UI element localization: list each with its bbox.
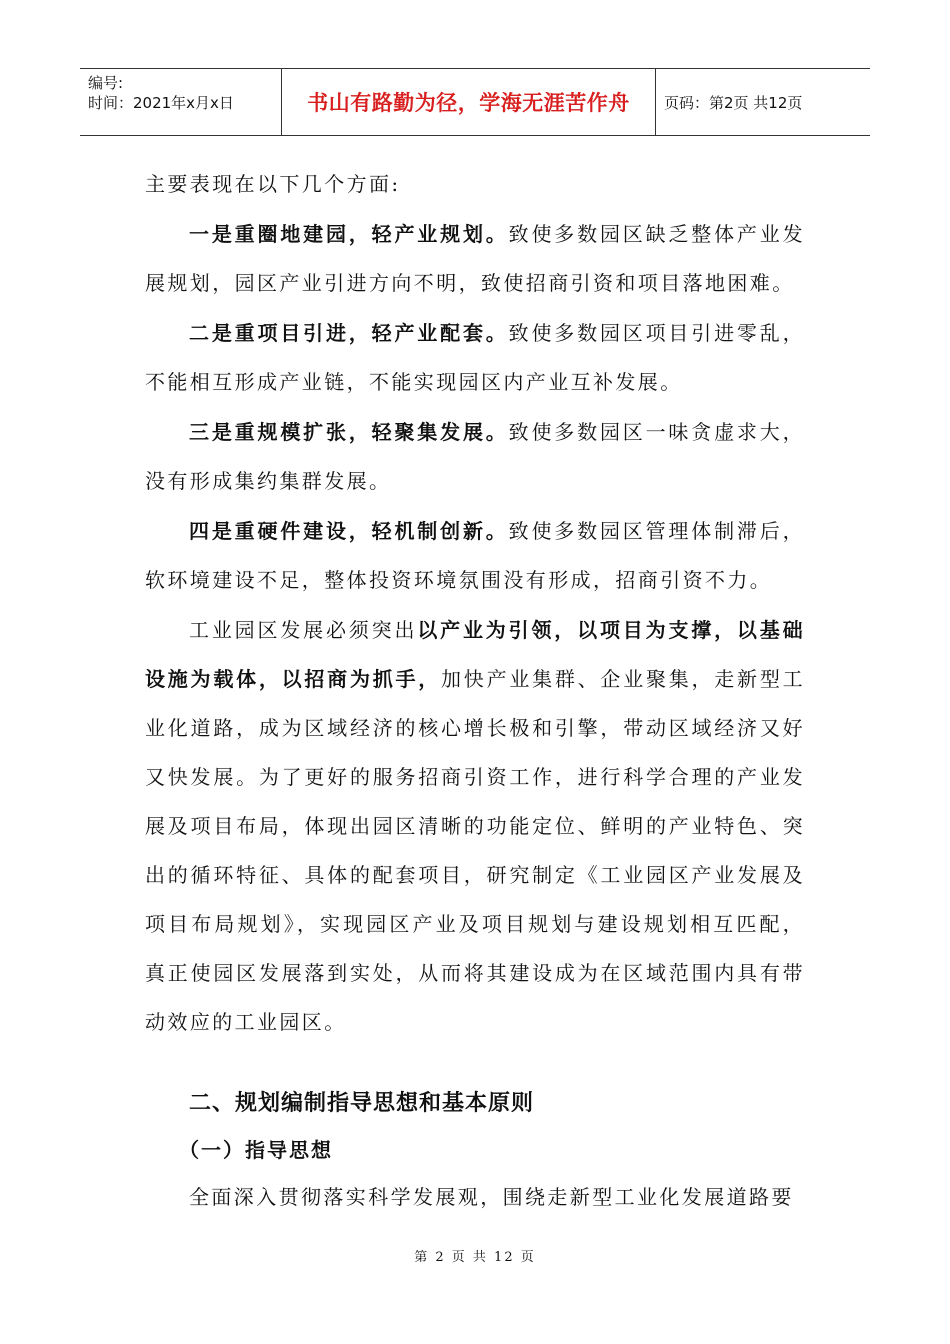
subsection-title: （一）指导思想	[179, 1138, 333, 1162]
paragraph-point-3	[145, 408, 805, 506]
paragraph-development	[145, 606, 805, 1047]
page-footer: 第 2 页 共 12 页	[414, 1250, 536, 1265]
paragraph-point-2	[145, 309, 805, 407]
point-4-heading: 四是重硬件建设，轻机制创新。	[189, 519, 509, 543]
point-3-heading: 三是重规模扩张，轻聚集发展。	[189, 420, 509, 444]
page-header	[80, 68, 870, 136]
point-1-text: 致使多数园区缺乏整体产业发展规划，园区产业引进方向不明，致使招商引资和项目落地困难。	[145, 222, 805, 295]
point-4-text: 致使多数园区管理体制滞后，软环境建设不足，整体投资环境氛围没有形成，招商引资不力。	[145, 519, 805, 592]
paragraph-guiding-ideology: 全面深入贯彻落实科学发展观，围绕走新型工业化发展道路要	[189, 1185, 794, 1209]
paragraph-intro: 主要表现在以下几个方面:	[145, 172, 401, 196]
document-time-label: 时间：2021年x月x日	[88, 94, 234, 112]
document-body	[145, 160, 805, 1222]
development-text: 加快产业集群、企业聚集，走新型工业化道路，成为区域经济的核心增长极和引擎，带动区域经济又好又快发展。为了更好的服务招商引资工作，进行科学合理的产业发展及项目布局，体现出园区清晰的功能定位、鲜明的产业特色、突出的循环特征、具体的配套项目，研究制定《工业园区产业发展及项目布局规划》，实现园区产业及项目规划与建设规划相互匹配，真正使园区发展落到实处，从而将其建设成为在区域范围内具有带动效应的工业园区。	[145, 667, 805, 1034]
development-lead: 工业园区发展必须突出	[189, 618, 418, 642]
header-motto: 书山有路勤为径，学海无涯苦作舟	[282, 69, 656, 135]
point-1-heading: 一是重圈地建园，轻产业规划。	[189, 222, 509, 246]
paragraph-point-4	[145, 507, 805, 605]
paragraph-point-1	[145, 210, 805, 308]
section-title: 二、规划编制指导思想和基本原则	[189, 1091, 535, 1116]
document-number-label: 编号:	[88, 74, 124, 92]
point-2-heading: 二是重项目引进，轻产业配套。	[189, 321, 509, 345]
point-2-text: 致使多数园区项目引进零乱，不能相互形成产业链，不能实现园区内产业互补发展。	[145, 321, 805, 394]
development-emphasis: 以产业为引领，以项目为支撑，以基础设施为载体，以招商为抓手，	[145, 618, 805, 691]
header-meta	[80, 69, 282, 135]
header-page-info: 页码：第2页 共12页	[664, 93, 803, 112]
point-3-text: 致使多数园区一味贪虚求大，没有形成集约集群发展。	[145, 420, 805, 493]
